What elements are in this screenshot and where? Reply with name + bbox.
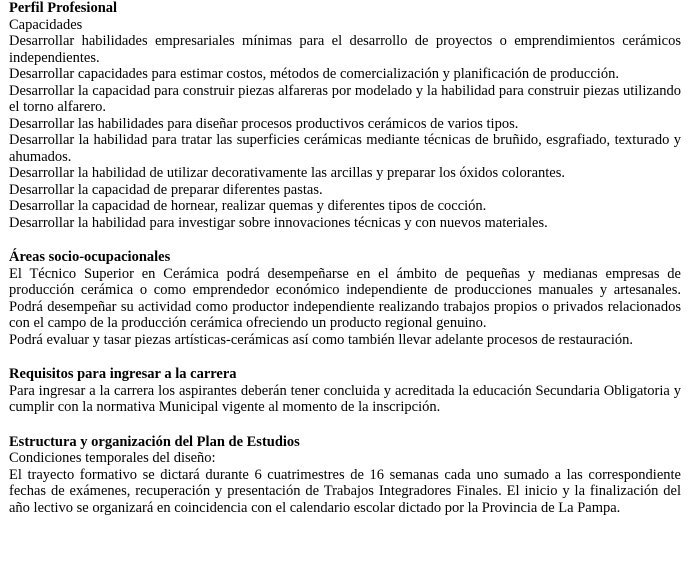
capacidad-item: Desarrollar la capacidad de hornear, realizar quemas y diferentes tipos de cocción.	[9, 198, 487, 214]
section-estructura	[9, 434, 681, 517]
heading-areas-socio-ocupacionales: Áreas socio-ocupacionales	[9, 249, 171, 265]
capacidad-item: Desarrollar la habilidad de utilizar decorativamente las arcillas y preparar los óxidos colorantes.	[9, 165, 566, 181]
capacidad-item: Desarrollar la capacidad de preparar diferentes pastas.	[9, 181, 323, 198]
section-perfil-profesional	[9, 0, 681, 231]
estructura-paragraph: El trayecto formativo se dictará durante 6 cuatrimestres de 16 semanas cada uno sumado a las correspondiente fechas de exámenes, recuperación y presentación de Trabajos Integradores Finales. El inicio y la finalización del año lectivo se organizará en coincidencia con el calendario escolar dictado por la Provincia de La Pampa.	[9, 466, 681, 516]
section-requisitos	[9, 366, 681, 416]
heading-perfil-profesional: Perfil Profesional	[9, 0, 118, 16]
heading-requisitos: Requisitos para ingresar a la carrera	[9, 366, 237, 382]
subheading-capacidades: Capacidades	[9, 16, 83, 33]
areas-paragraph: El Técnico Superior en Cerámica podrá desempeñarse en el ámbito de pequeñas y medianas empresas de producción cerámica o como emprendedor económico independiente de producciones manuales y artesanales. Podrá desempeñar su actividad como productor independiente realizando trabajos propios o privados relacionados con el campo de la producción cerámica ofreciendo un producto regional genuino.	[9, 265, 681, 331]
section-areas-socio-ocupacionales	[9, 249, 681, 348]
areas-paragraph: Podrá evaluar y tasar piezas artísticas-cerámicas así como también llevar adelante procesos de restauración.	[9, 331, 634, 348]
capacidad-item: Desarrollar la capacidad para construir piezas alfareras por modelado y la habilidad para construir piezas utilizando el torno alfarero.	[9, 82, 681, 115]
capacidad-item: Desarrollar la habilidad para tratar las superficies cerámicas mediante técnicas de bruñido, esgrafiado, texturado y ahumados.	[9, 132, 681, 165]
heading-estructura: Estructura y organización del Plan de Estudios	[9, 433, 300, 450]
requisitos-paragraph: Para ingresar a la carrera los aspirantes deberán tener concluida y acreditada la educación Secundaria Obligatoria y cumplir con la normativa Municipal vigente al momento de la inscripción.	[9, 382, 681, 415]
capacidad-item: Desarrollar habilidades empresariales mínimas para el desarrollo de proyectos o emprendimientos cerámicos independientes.	[9, 33, 681, 66]
capacidad-item: Desarrollar las habilidades para diseñar procesos productivos cerámicos de varios tipos.	[9, 115, 519, 132]
capacidad-item: Desarrollar la habilidad para investigar sobre innovaciones técnicas y con nuevos materiales.	[9, 214, 548, 231]
capacidad-item: Desarrollar capacidades para estimar costos, métodos de comercialización y planificación de producción.	[9, 66, 619, 82]
subheading-condiciones-temporales: Condiciones temporales del diseño:	[9, 450, 216, 466]
